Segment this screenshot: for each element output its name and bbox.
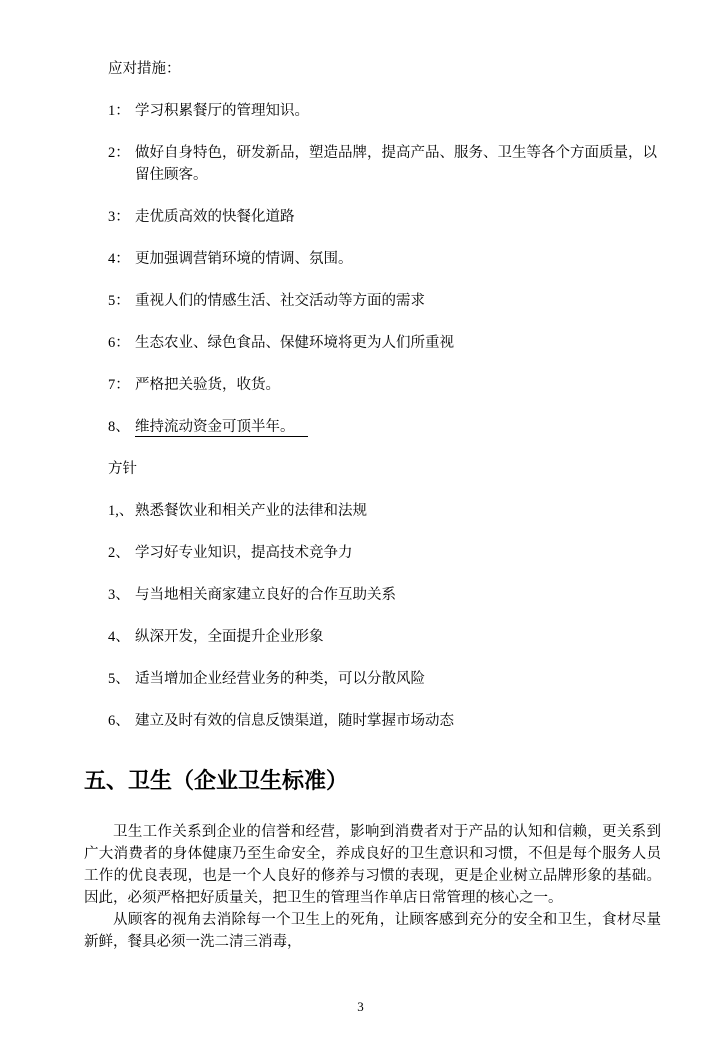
item-text-underlined: 维持流动资金可顶半年。 [135,419,308,437]
measures-section [108,58,661,438]
item-number: 5： [108,293,130,309]
item-text: 建立及时有效的信息反馈渠道，随时掌握市场动态 [135,713,454,729]
hygiene-paragraph-2: 从顾客的视角去消除每一个卫生上的死角，让顾客感到充分的安全和卫生，食材尽量新鲜，餐具必须一洗二清三消毒， [84,912,661,950]
item-number: 3、 [108,587,130,603]
item-text: 学习好专业知识，提高技术竞争力 [135,545,353,561]
policy-title: 方针 [108,461,137,477]
item-number: 6、 [108,713,130,729]
item-text: 与当地相关商家建立良好的合作互助关系 [135,587,396,603]
item-number: 5、 [108,671,130,687]
measures-item-7 [108,374,661,396]
policy-item-6 [108,710,661,732]
measures-title: 应对措施： [108,61,181,77]
item-number: 8、 [108,419,130,435]
hygiene-paragraph-1: 卫生工作关系到企业的信誉和经营，影响到消费者对于产品的认知和信赖，更关系到广大消费者的身体健康乃至生命安全，养成良好的卫生意识和习惯，不但是每个服务人员工作的优良表现，也是一个人良好的修养与习惯的表现，更是企业树立品牌形象的基础。因此，必须严格把好质量关，把卫生的管理当作单店日常管理的核心之一。 [84,824,661,906]
item-text: 适当增加企业经营业务的种类，可以分散风险 [135,671,425,687]
item-text: 生态农业、绿色食品、保健环境将更为人们所重视 [135,335,454,351]
item-number: 1： [108,103,130,119]
page-number: 3 [357,999,364,1014]
measures-item-5 [108,290,661,312]
item-number: 4： [108,251,130,267]
policy-item-4 [108,626,661,648]
measures-item-4 [108,248,661,270]
policy-item-3 [108,584,661,606]
policy-section [108,458,661,732]
measures-item-2 [108,142,661,186]
item-text: 纵深开发，全面提升企业形象 [135,629,324,645]
hygiene-section-heading: 五、卫生（企业卫生标准） [84,768,349,793]
measures-item-8 [108,416,661,438]
item-text: 学习积累餐厅的管理知识。 [135,103,309,119]
policy-item-2 [108,542,661,564]
measures-item-3 [108,206,661,228]
item-text: 熟悉餐饮业和相关产业的法律和法规 [135,503,367,519]
item-number: 7： [108,377,130,393]
item-number: 2、 [108,545,130,561]
policy-item-1 [108,500,661,522]
item-text: 做好自身特色，研发新品，塑造品牌，提高产品、服务、卫生等各个方面质量，以留住顾客。 [135,145,657,183]
item-number: 6： [108,335,130,351]
item-number: 3： [108,209,130,225]
measures-item-6 [108,332,661,354]
item-number: 2： [108,145,130,161]
item-text: 更加强调营销环境的情调、氛围。 [135,251,353,267]
item-number: 1,、 [108,503,134,519]
item-number: 4、 [108,629,130,645]
document-body [84,58,661,953]
item-text: 重视人们的情感生活、社交活动等方面的需求 [135,293,425,309]
item-text: 走优质高效的快餐化道路 [135,209,295,225]
measures-item-1 [108,100,661,122]
item-text: 严格把关验货，收货。 [135,377,280,393]
policy-item-5 [108,668,661,690]
